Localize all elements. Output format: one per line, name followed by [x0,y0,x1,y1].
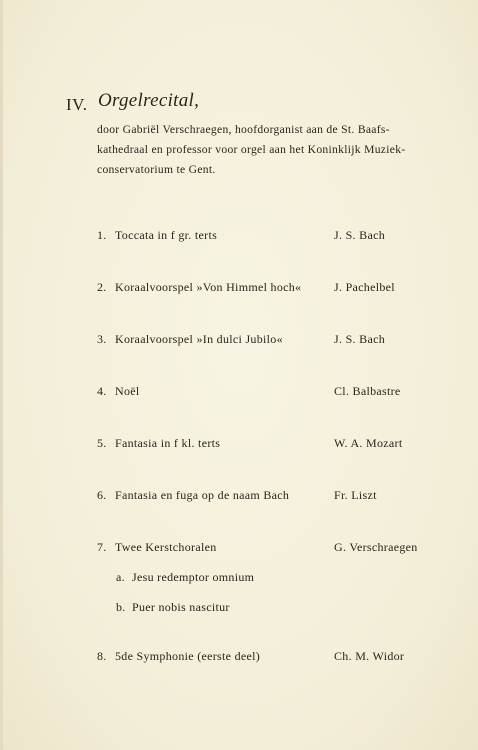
item-composer: G. Verschraegen [334,540,418,554]
page-edge [0,0,3,750]
item-number: 8. [97,649,107,663]
item-composer: Ch. M. Widor [334,649,405,663]
program-item [97,384,437,404]
program-subitem [116,570,254,585]
subitem-letter: b. [116,600,126,614]
intro-line: door Gabriël Verschraegen, hoofdorganist aan de St. Baafs- [97,123,390,136]
item-number: 5. [97,436,107,450]
item-number: 3. [97,332,107,346]
item-composer: Fr. Liszt [334,488,377,502]
intro-line: kathedraal en professor voor orgel aan het Koninklijk Muziek- [97,143,406,156]
program-item [97,332,437,352]
item-number: 1. [97,228,107,242]
program-item [97,540,437,560]
section-title: Orgelrecital, [98,90,200,111]
program-subitem [116,600,230,615]
item-number: 4. [97,384,107,398]
item-title: Koraalvoorspel »Von Himmel hoch« [115,280,302,294]
item-composer: J. S. Bach [334,228,385,242]
item-title: 5de Symphonie (eerste deel) [115,649,261,663]
subitem-letter: a. [116,570,125,584]
program-item [97,280,437,300]
item-number: 7. [97,540,107,554]
item-number: 2. [97,280,107,294]
item-title: Twee Kerstchoralen [115,540,217,554]
intro-paragraph [97,120,427,180]
program-item [97,488,437,508]
item-title: Noël [115,384,140,398]
item-composer: Cl. Balbastre [334,384,401,398]
item-title: Koraalvoorspel »In dulci Jubilo« [115,332,283,346]
item-composer: J. Pachelbel [334,280,395,294]
item-title: Fantasia en fuga op de naam Bach [115,488,290,502]
program-item [97,649,437,669]
section-numeral: IV. [66,95,88,114]
item-composer: W. A. Mozart [334,436,403,450]
intro-line: conservatorium te Gent. [97,163,216,176]
item-title: Toccata in f gr. terts [115,228,218,242]
subitem-title: Jesu redemptor omnium [132,570,255,584]
item-number: 6. [97,488,107,502]
item-composer: J. S. Bach [334,332,385,346]
program-item [97,228,437,248]
program-item [97,436,437,456]
item-title: Fantasia in f kl. terts [115,436,221,450]
subitem-title: Puer nobis nascitur [132,600,230,614]
